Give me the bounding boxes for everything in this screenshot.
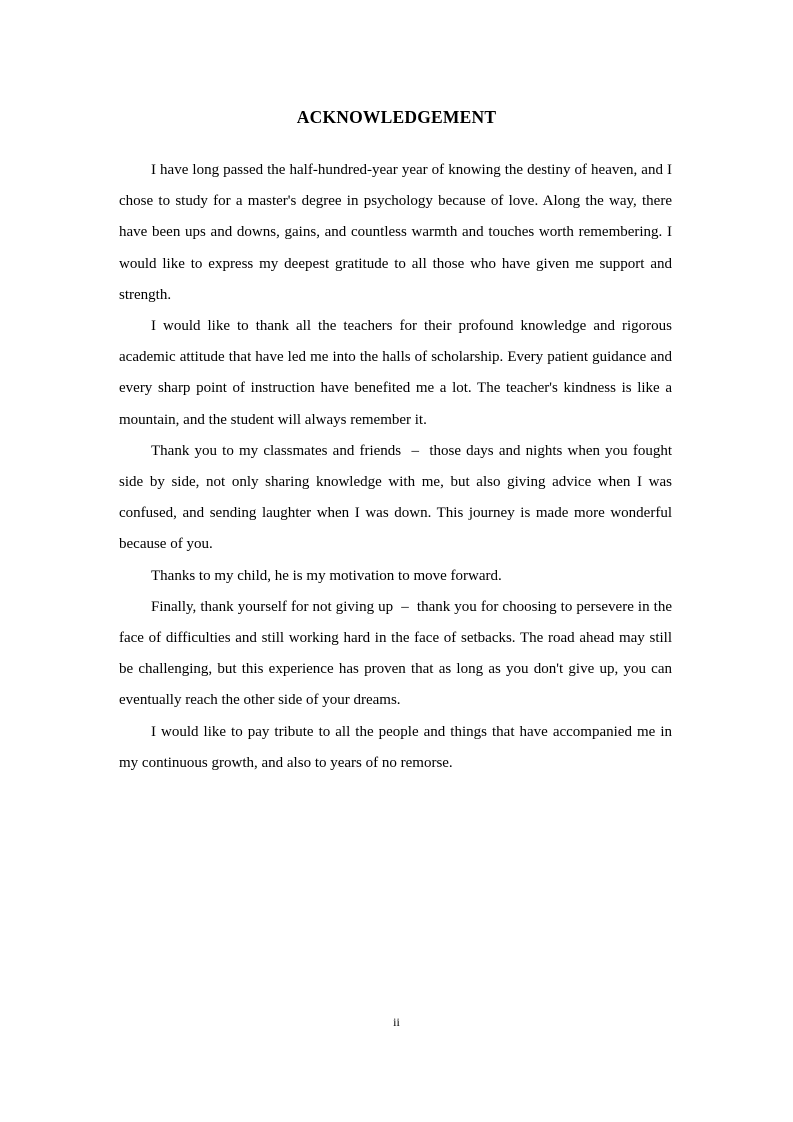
acknowledgement-body bbox=[119, 155, 672, 779]
paragraph-3: Thank you to my classmates and friends – those days and nights when you fought side by side, not only sharing knowledge with me, but also giving advice when I was confused, and sending laughter when I was down. This journey is made more wonderful because of you. bbox=[119, 442, 672, 553]
paragraph-4: Thanks to my child, he is my motivation to move forward. bbox=[151, 567, 502, 584]
paragraph-5: Finally, thank yourself for not giving up – thank you for choosing to persevere in the face of difficulties and still working hard in the face of setbacks. The road ahead may still be challenging, but this experience has proven that as long as you don't give up, you can eventually reach the other side of your dreams. bbox=[119, 598, 672, 709]
page-number: ii bbox=[393, 1015, 400, 1029]
paragraph-1: I have long passed the half-hundred-year year of knowing the destiny of heaven, and I chose to study for a master's degree in psychology because of love. Along the way, there have been ups and downs, gains, and countless warmth and touches worth remembering. I would like to express my deepest gratitude to all those who have given me support and strength. bbox=[119, 162, 672, 303]
paragraph-6: I would like to pay tribute to all the people and things that have accompanied me in my continuous growth, and also to years of no remorse. bbox=[119, 723, 672, 771]
page-title: ACKNOWLEDGEMENT bbox=[296, 107, 497, 127]
paragraph-2: I would like to thank all the teachers for their profound knowledge and rigorous academic attitude that have led me into the halls of scholarship. Every patient guidance and every sharp point of instruction have benefited me a lot. The teacher's kindness is like a mountain, and the student will always remember it. bbox=[119, 318, 672, 428]
